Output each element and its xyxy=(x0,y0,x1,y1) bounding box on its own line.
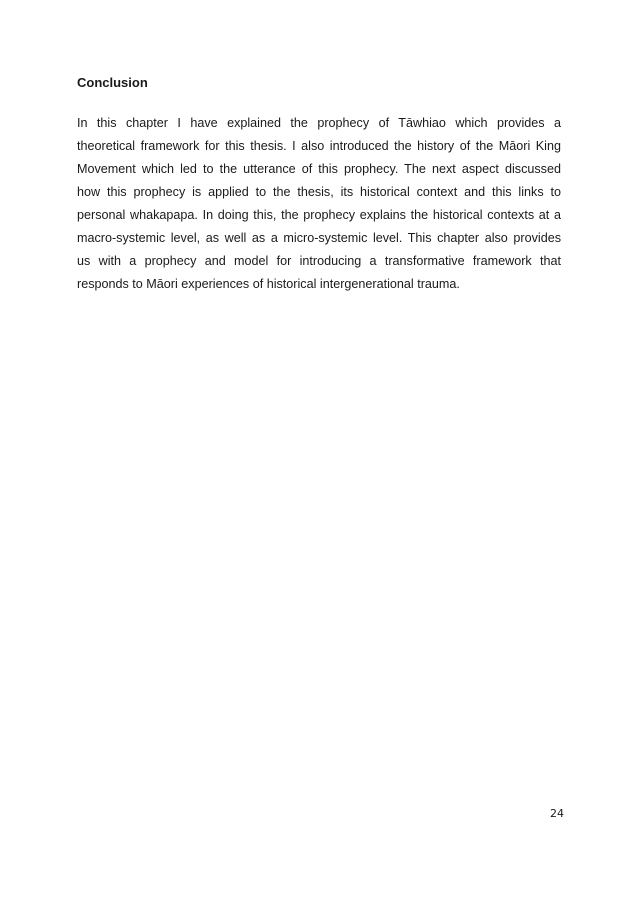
paragraph-line: responds to Māori experiences of historical intergenerational trauma. xyxy=(77,277,460,291)
paragraph-line: In this chapter I have explained the prophecy of Tāwhiao which provides a xyxy=(77,116,561,130)
paragraph-line: how this prophecy is applied to the thesis, its historical context and this links to xyxy=(77,185,561,199)
section-heading: Conclusion xyxy=(77,75,148,90)
paragraph-line: us with a prophecy and model for introducing a transformative framework that xyxy=(77,254,561,268)
page-number: 24 xyxy=(550,807,564,820)
paragraph-line: theoretical framework for this thesis. I also introduced the history of the Māori King xyxy=(77,139,561,153)
paragraph-line: macro-systemic level, as well as a micro-systemic level. This chapter also provides xyxy=(77,231,561,245)
paragraph-line: Movement which led to the utterance of this prophecy. The next aspect discussed xyxy=(77,162,561,176)
paragraph-line: personal whakapapa. In doing this, the prophecy explains the historical contexts at a xyxy=(77,208,561,222)
conclusion-paragraph xyxy=(77,112,561,296)
